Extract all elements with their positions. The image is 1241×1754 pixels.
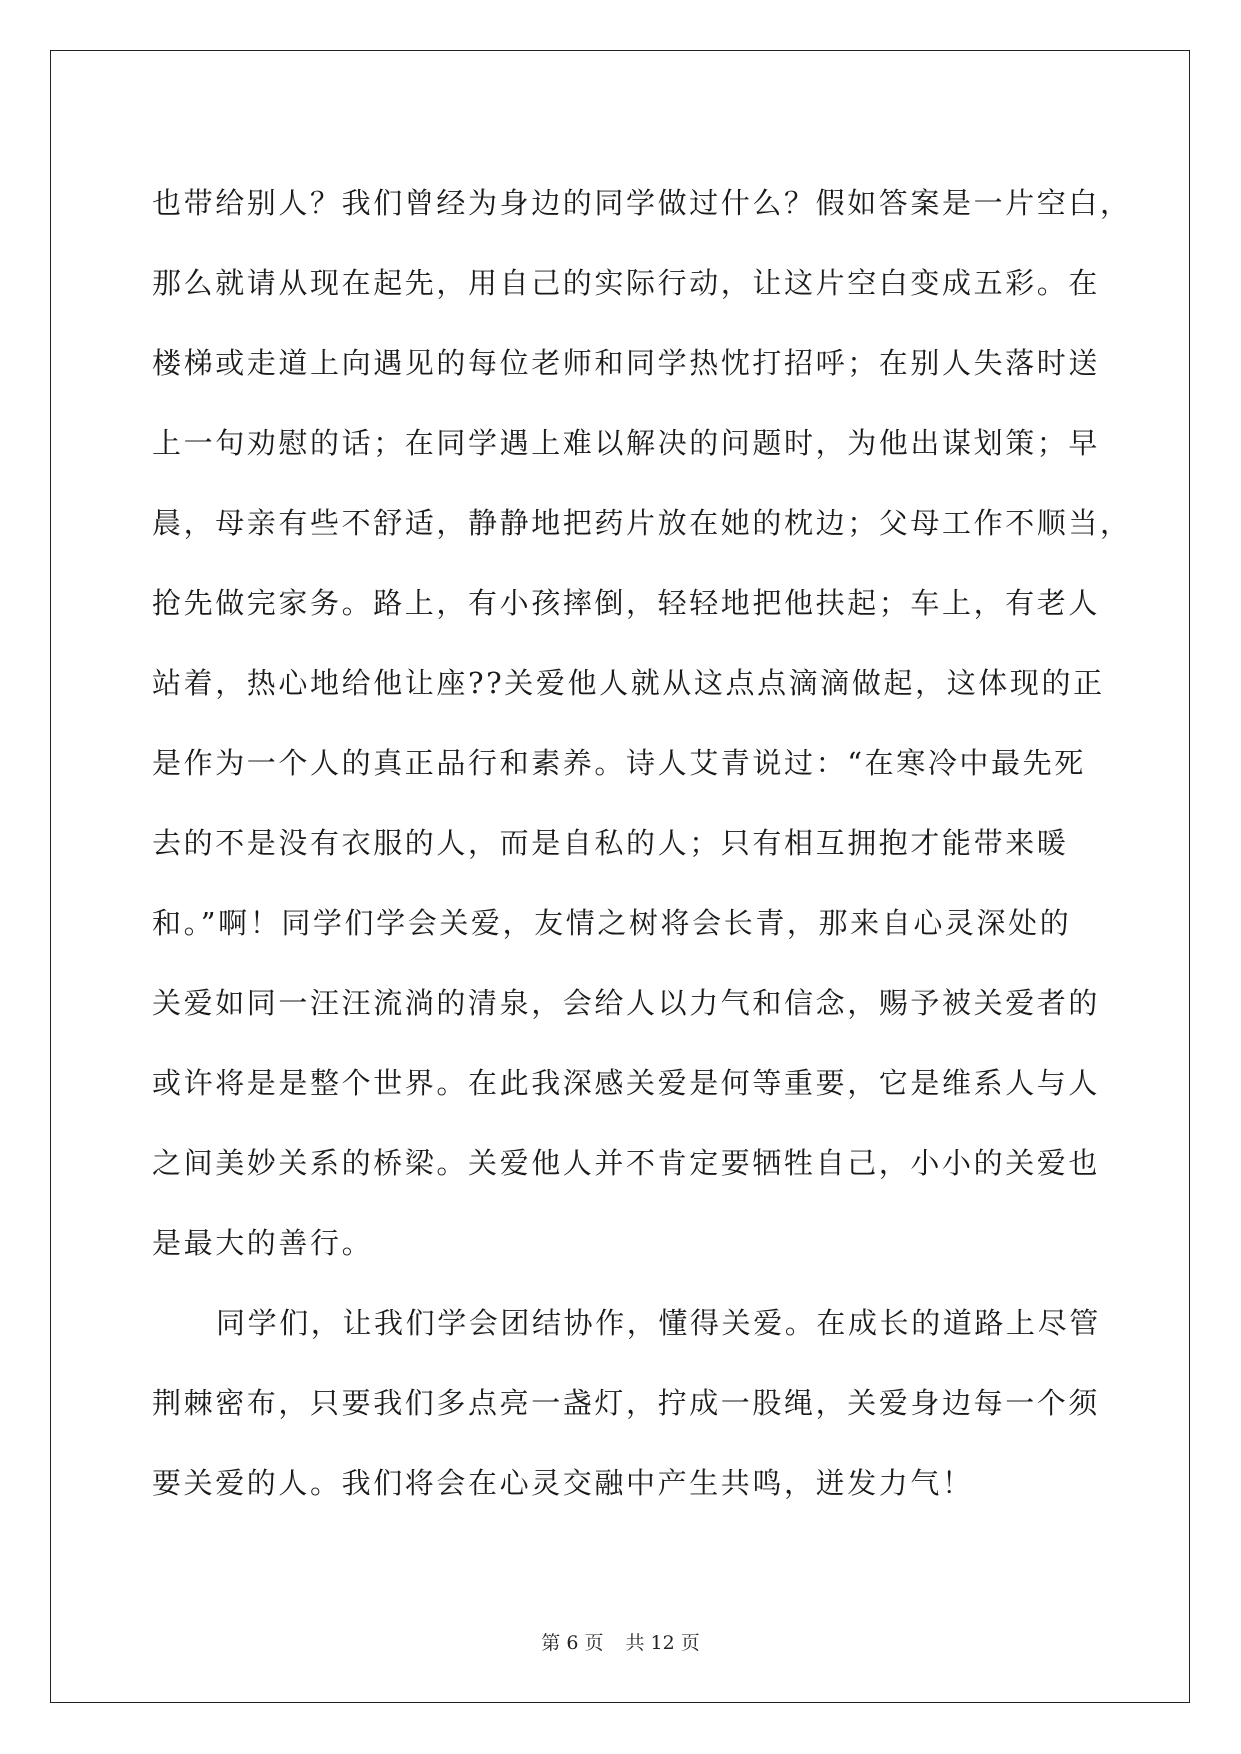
text-line: 也带给别人？我们曾经为身边的同学做过什么？假如答案是一片空白， xyxy=(152,186,1132,220)
text-line: 是最大的善行。 xyxy=(152,1226,374,1260)
text-line: 荆棘密布，只要我们多点亮一盏灯，拧成一股绳，关爱身边每一个须 xyxy=(152,1386,1101,1420)
page-footer xyxy=(0,1628,1241,1655)
text-line: 楼梯或走道上向遇见的每位老师和同学热忱打招呼；在别人失落时送 xyxy=(152,346,1101,380)
page-total: 共 12 页 xyxy=(625,1632,700,1654)
text-line: 同学们，让我们学会团结协作，懂得关爱。在成长的道路上尽管 xyxy=(216,1306,1101,1340)
text-line: 去的不是没有衣服的人，而是自私的人；只有相互拥抱才能带来暖 xyxy=(152,826,1069,860)
text-line: 或许将是是整个世界。在此我深感关爱是何等重要，它是维系人与人 xyxy=(152,1066,1101,1100)
text-line: 关爱如同一汪汪流淌的清泉，会给人以力气和信念，赐予被关爱者的 xyxy=(152,986,1101,1020)
text-line: 之间美妙关系的桥梁。关爱他人并不肯定要牺牲自己，小小的关爱也 xyxy=(152,1146,1101,1180)
text-line: 要关爱的人。我们将会在心灵交融中产生共鸣，迸发力气！ xyxy=(152,1466,974,1500)
text-line: 和。”啊！同学们学会关爱，友情之树将会长青，那来自心灵深处的 xyxy=(152,906,1072,940)
text-line: 晨，母亲有些不舒适，静静地把药片放在她的枕边；父母工作不顺当， xyxy=(152,506,1132,540)
text-line: 站着，热心地给他让座??关爱他人就从这点点滴滴做起，这体现的正 xyxy=(152,666,1105,700)
page-number: 第 6 页 xyxy=(541,1632,604,1654)
text-line: 抢先做完家务。路上，有小孩摔倒，轻轻地把他扶起；车上，有老人 xyxy=(152,586,1101,620)
paragraph-1 xyxy=(152,163,1132,1283)
text-line: 那么就请从现在起先，用自己的实际行动，让这片空白变成五彩。在 xyxy=(152,266,1101,300)
text-line: 上一句劝慰的话；在同学遇上难以解决的问题时，为他出谋划策；早 xyxy=(152,426,1101,460)
text-line: 是作为一个人的真正品行和素养。诗人艾青说过：“在寒冷中最先死 xyxy=(152,746,1086,780)
paragraph-2 xyxy=(152,1283,1101,1523)
document-body xyxy=(152,163,1132,1523)
